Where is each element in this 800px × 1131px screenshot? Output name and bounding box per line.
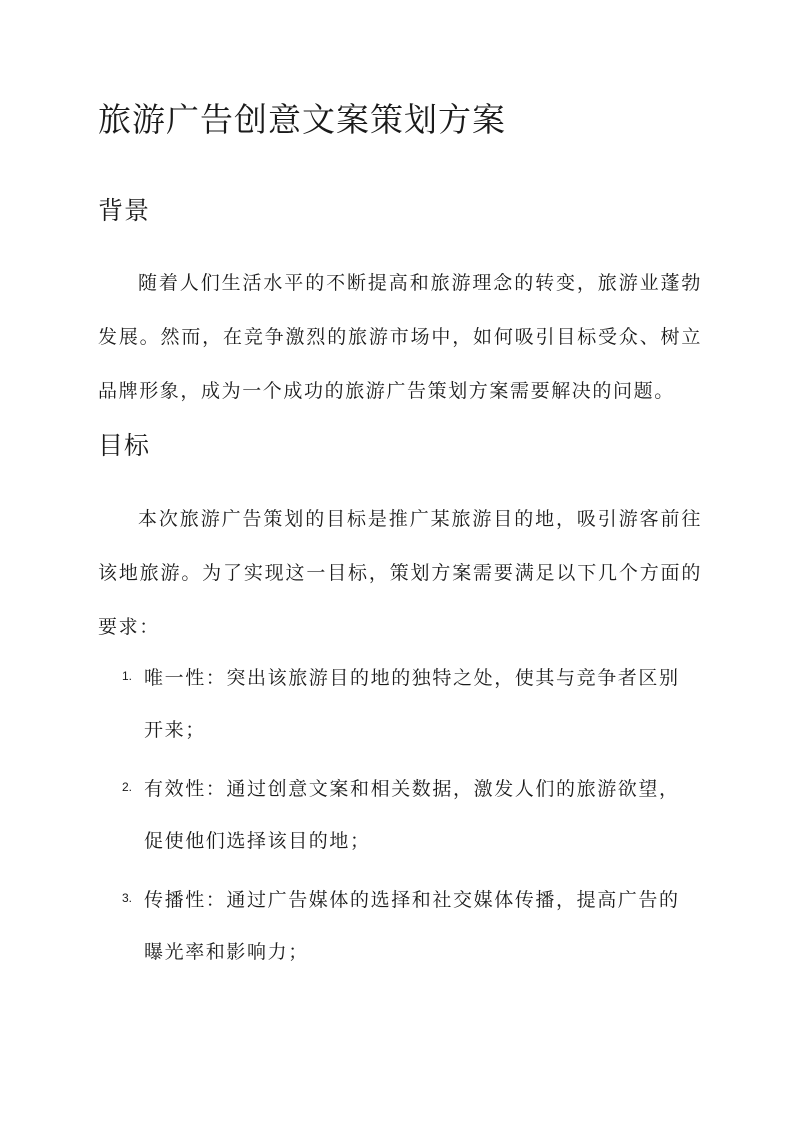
section-heading-background: 背景 — [98, 196, 151, 225]
list-number: 2. — [122, 780, 133, 794]
goal-paragraph: 本次旅游广告策划的目标是推广某旅游目的地，吸引游客前往该地旅游。为了实现这一目标，策划方案需要满足以下几个方面的要求： — [98, 508, 702, 638]
list-item-text: 唯一性：突出该旅游目的地的独特之处，使其与竞争者区别开来； — [144, 667, 680, 741]
list-number: 3. — [122, 891, 133, 905]
list-item — [122, 763, 692, 863]
list-item-text: 传播性：通过广告媒体的选择和社交媒体传播，提高广告的曝光率和影响力； — [144, 889, 680, 963]
list-number: 1. — [122, 669, 133, 683]
section-heading-goal: 目标 — [98, 431, 151, 460]
list-item — [122, 874, 692, 974]
list-item — [122, 652, 692, 752]
background-paragraph: 随着人们生活水平的不断提高和旅游理念的转变，旅游业蓬勃发展。然而，在竞争激烈的旅游市场中，如何吸引目标受众、树立品牌形象，成为一个成功的旅游广告策划方案需要解决的问题。 — [98, 272, 702, 402]
page-title: 旅游广告创意文案策划方案 — [98, 100, 506, 139]
list-item-text: 有效性：通过创意文案和相关数据，激发人们的旅游欲望，促使他们选择该目的地； — [144, 778, 680, 852]
